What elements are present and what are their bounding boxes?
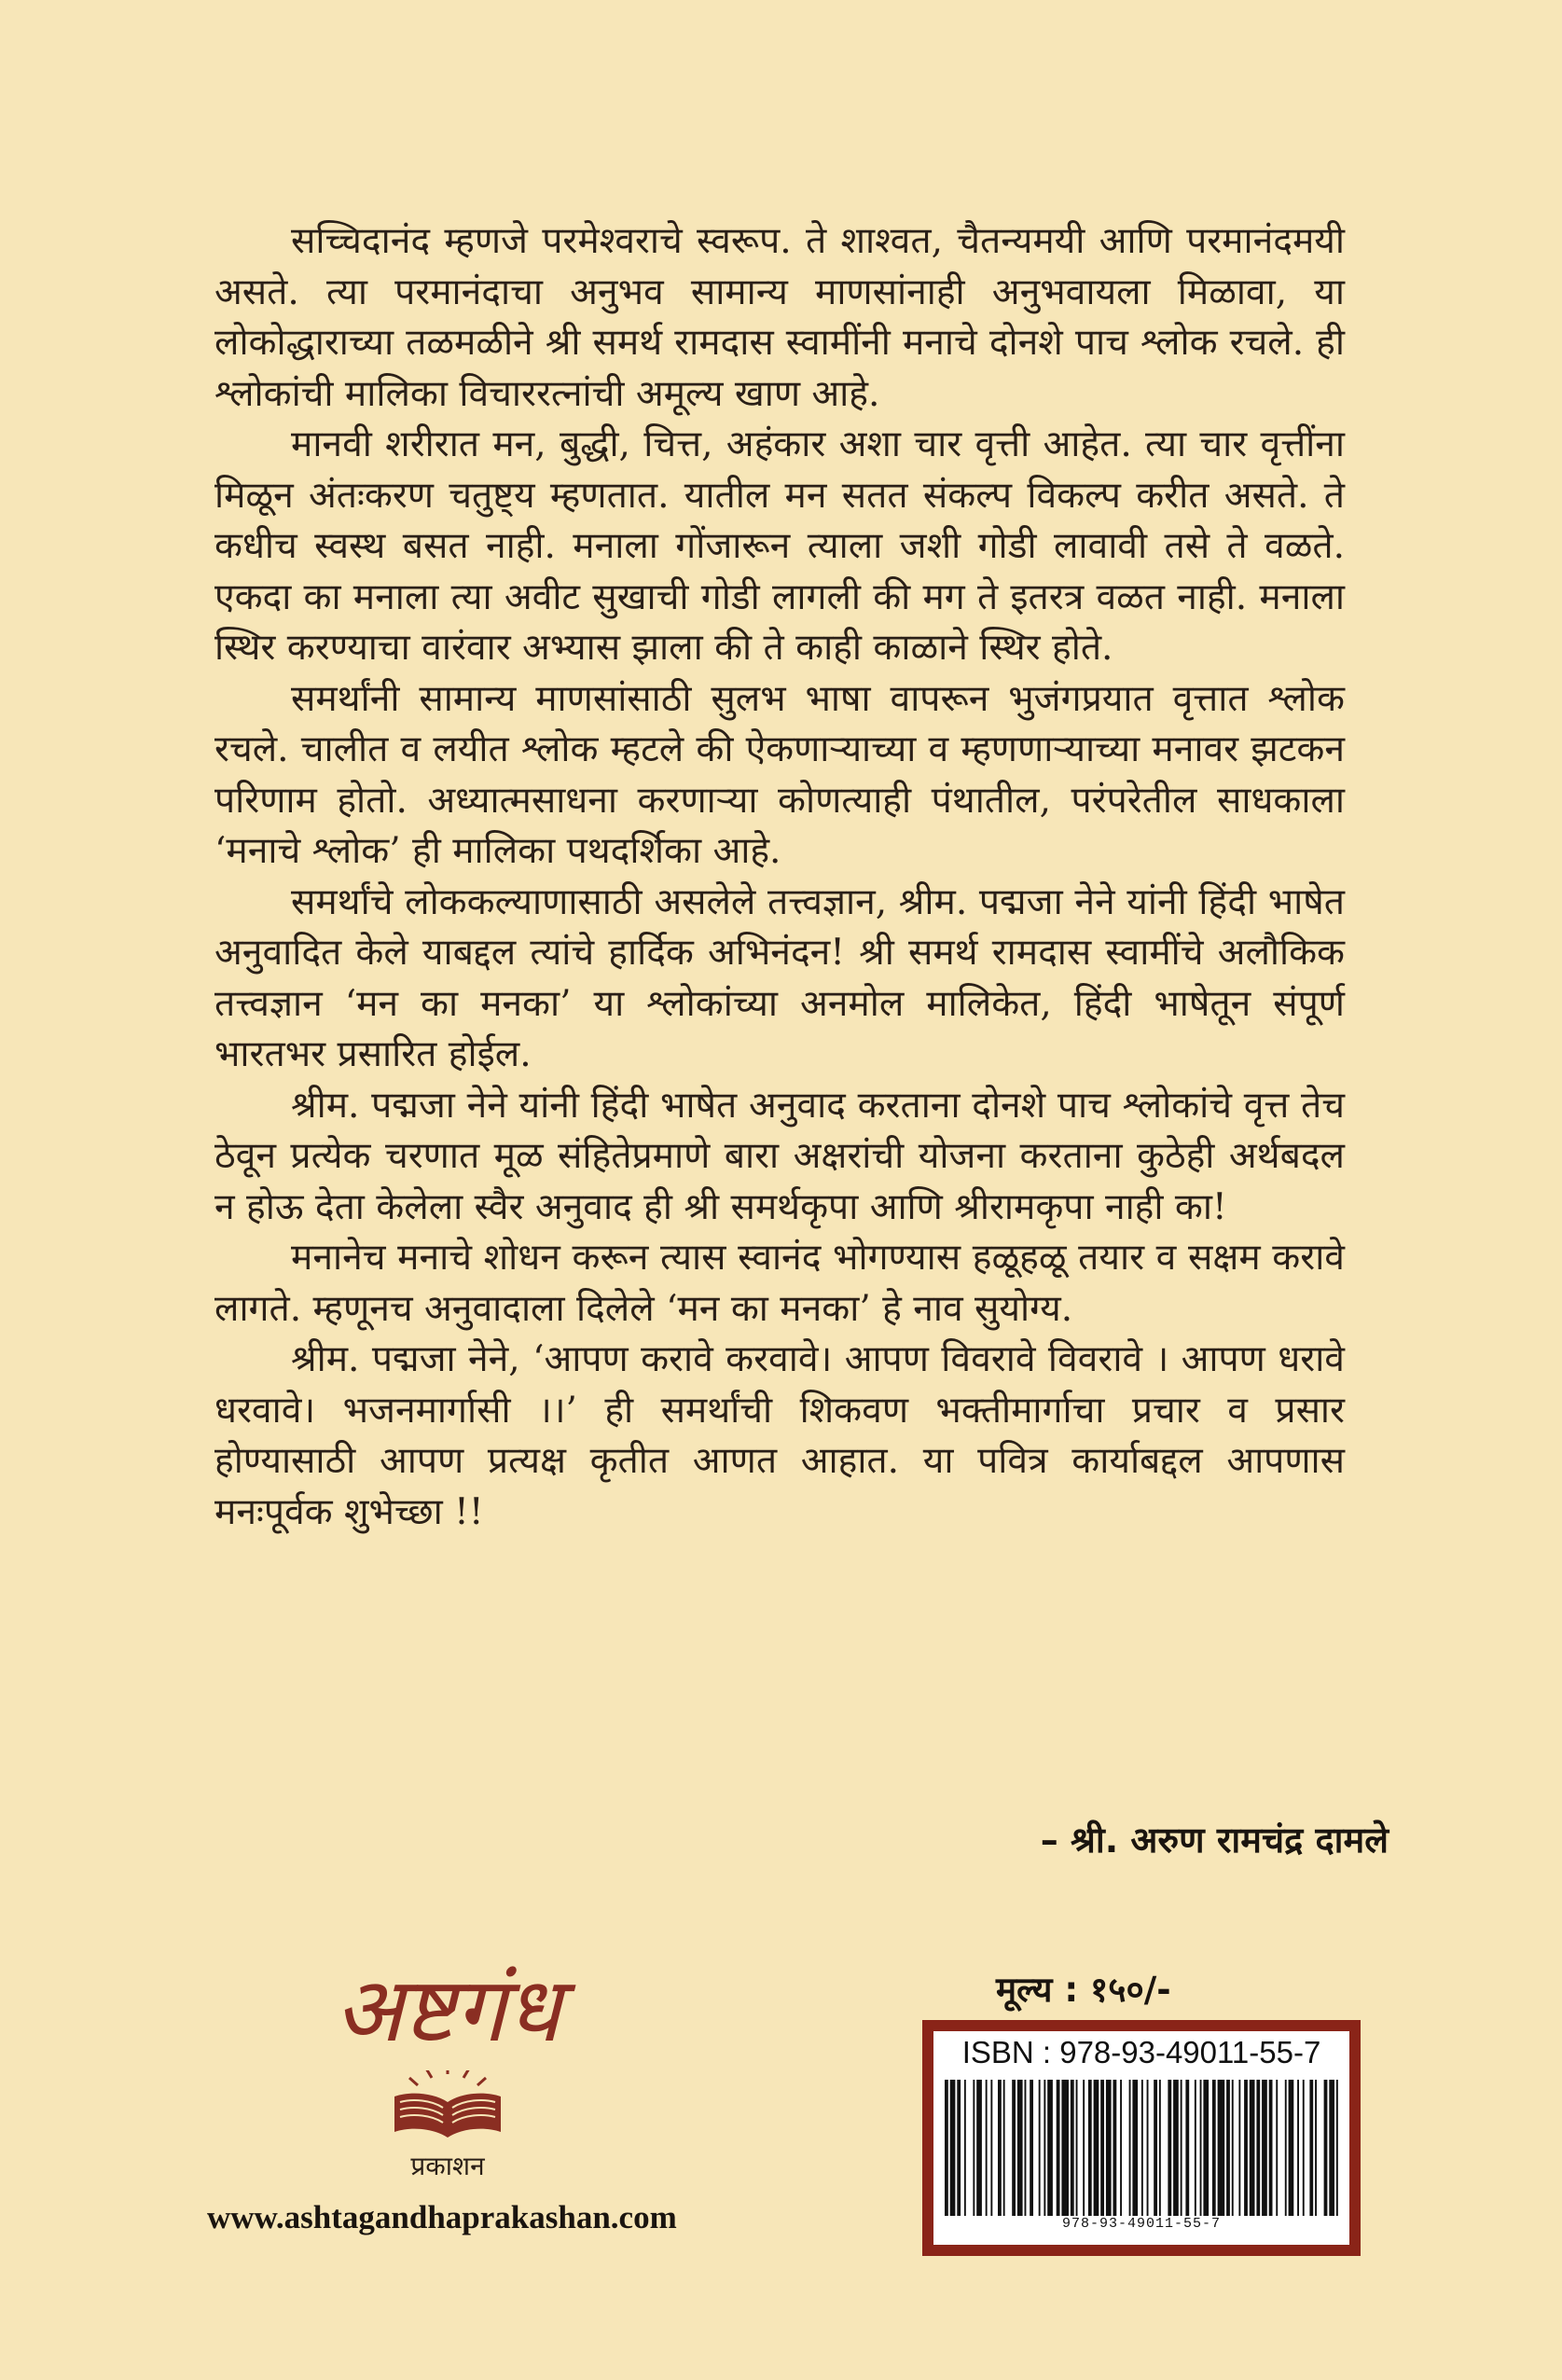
publisher-logo-wordmark: अष्टगंध bbox=[334, 1958, 561, 2062]
paragraph: मानवी शरीरात मन, बुद्धी, चित्त, अहंकार अशा चार वृत्ती आहेत. त्या चार वृत्तींना मिळून अंतःकरण चतुष्ट्य म्हणतात. यातील मन सतत संकल्प विकल्प करीत असते. ते कधीच स्वस्थ बसत नाही. मनाला गोंजारून त्याला जशी गोडी लावावी तसे ते वळते. एकदा का मनाला त्या अवीट सुखाची गोडी लागली की मग ते इतरत्र वळत नाही. मनाला स्थिर करण्याचा वारंवार अभ्यास झाला की ते काही काळाने स्थिर होते. bbox=[214, 423, 1345, 669]
price-label: मूल्य : १५०/- bbox=[996, 1970, 1171, 2010]
publisher-logo-subtitle: प्रकाशन bbox=[410, 2151, 485, 2181]
paragraph: श्रीम. पद्मजा नेने, ‘आपण करावे करवावे। आपण विवरावे विवरावे । आपण धरावे धरवावे। भजनमार्गासी ।।’ ही समर्थांची शिकवण भक्तीमार्गाचा प्रचार व प्रसार होण्यासाठी आपण प्रत्यक्ष कृतीत आणत आहात. या पवित्र कार्याबद्दल आपणास मनःपूर्वक शुभेच्छा !! bbox=[214, 1338, 1345, 1533]
paragraph: समर्थांनी सामान्य माणसांसाठी सुलभ भाषा वापरून भुजंगप्रयात वृत्तात श्लोक रचले. चालीत व लयीत श्लोक म्हटले की ऐकणाऱ्याच्या व म्हणणाऱ्याच्या मनावर झटकन परिणाम होतो. अध्यात्मसाधना करणाऱ्या कोणत्याही पंथातील, परंपरेतील साधकाला ‘मनाचे श्लोक’ ही मालिका पथदर्शिका आहे. bbox=[214, 677, 1345, 872]
author-signature: – श्री. अरुण रामचंद्र दामले bbox=[1040, 1820, 1389, 1861]
isbn-label: ISBN : 978-93-49011-55-7 bbox=[961, 2035, 1321, 2069]
paragraph: मनानेच मनाचे शोधन करून त्यास स्वानंद भोगण्यास हळूहळू तयार व सक्षम करावे लागते. म्हणूनच अनुवादाला दिलेले ‘मन का मनका’ हे नाव सुयोग्य. bbox=[214, 1237, 1345, 1330]
paragraph: श्रीम. पद्मजा नेने यांनी हिंदी भाषेत अनुवाद करताना दोनशे पाच श्लोकांचे वृत्त तेच ठेवून प्रत्येक चरणात मूळ संहितेप्रमाणे बारा अक्षरांची योजना करताना कुठेही अर्थबदल न होऊ देता केलेला स्वैर अनुवाद ही श्री समर्थकृपा आणि श्रीरामकृपा नाही का! bbox=[214, 1084, 1345, 1228]
isbn-barcode-panel bbox=[922, 2020, 1361, 2256]
isbn-digits: 978-93-49011-55-7 bbox=[1061, 2216, 1222, 2232]
paragraph: समर्थांचे लोककल्याणासाठी असलेले तत्त्वज्ञान, श्रीम. पद्मजा नेने यांनी हिंदी भाषेत अनुवादित केले याबद्दल त्यांचे हार्दिक अभिनंदन! श्री समर्थ रामदास स्वामींचे अलौकिक तत्त्वज्ञान ‘मन का मनका’ या श्लोकांच्या अनमोल मालिकेत, हिंदी भाषेतून संपूर्ण भारतभर प्रसारित होईल. bbox=[214, 880, 1345, 1075]
publisher-logo bbox=[298, 1954, 597, 2224]
paragraph: सच्चिदानंद म्हणजे परमेश्वराचे स्वरूप. ते शाश्वत, चैतन्यमयी आणि परमानंदमयी असते. त्या परमानंदाचा अनुभव सामान्य माणसांनाही अनुभवायला मिळावा, या लोकोद्धाराच्या तळमळीने श्री समर्थ रामदास स्वामींनी मनाचे दोनशे पाच श्लोक रचले. ही श्लोकांची मालिका विचाररत्नांची अमूल्य खाण आहे. bbox=[214, 220, 1345, 415]
barcode-icon bbox=[945, 2080, 1338, 2216]
publisher-website: www.ashtagandhaprakashan.com bbox=[207, 2199, 677, 2235]
back-cover-text bbox=[214, 216, 1345, 1538]
open-book-icon bbox=[387, 2070, 508, 2145]
isbn-barcode-area bbox=[933, 2031, 1349, 2245]
